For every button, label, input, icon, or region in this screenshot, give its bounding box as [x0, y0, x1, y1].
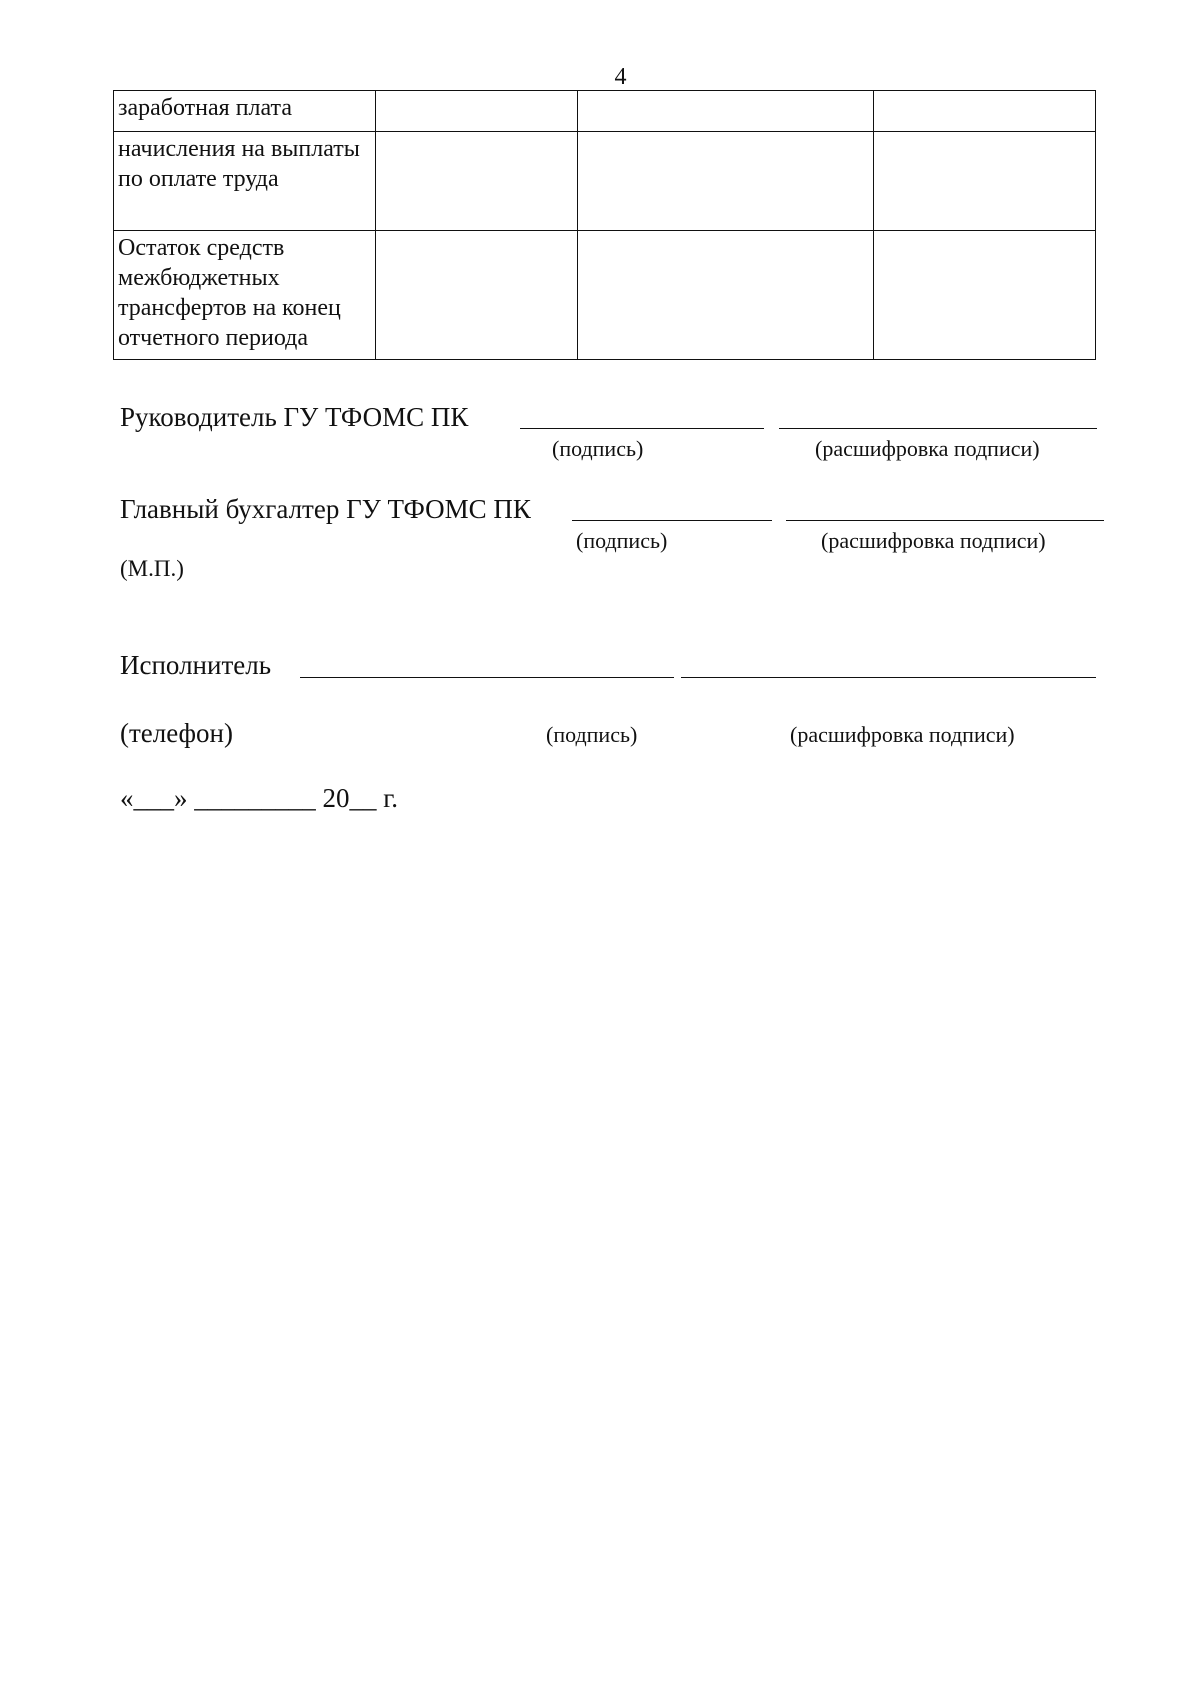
head-signature-caption: (подпись) — [552, 436, 644, 461]
table-row — [114, 91, 1096, 132]
stamp-label: (М.П.) — [120, 556, 184, 581]
table-cell — [376, 231, 578, 360]
head-label: Руководитель ГУ ТФОМС ПК — [120, 402, 469, 432]
executor-decoding-line[interactable] — [681, 677, 1096, 678]
table-row — [114, 231, 1096, 360]
date-line: «___» _________ 20__ г. — [120, 783, 399, 813]
head-signature-line[interactable] — [520, 428, 764, 429]
table-cell — [376, 91, 578, 132]
table-cell — [578, 231, 874, 360]
head-decoding-caption: (расшифровка подписи) — [815, 436, 1040, 461]
report-table — [113, 90, 1096, 360]
table-cell — [874, 91, 1096, 132]
chief-accountant-signature-line[interactable] — [572, 520, 772, 521]
table-cell — [578, 132, 874, 231]
table-cell — [874, 231, 1096, 360]
executor-phone-caption: (телефон) — [120, 718, 233, 748]
chief-accountant-signature-caption: (подпись) — [576, 528, 668, 553]
chief-accountant-decoding-caption: (расшифровка подписи) — [821, 528, 1046, 553]
executor-label: Исполнитель — [120, 650, 272, 680]
table-cell — [578, 91, 874, 132]
executor-decoding-caption: (расшифровка подписи) — [790, 722, 1015, 747]
head-decoding-line[interactable] — [779, 428, 1097, 429]
chief-accountant-decoding-line[interactable] — [786, 520, 1104, 521]
table-cell — [874, 132, 1096, 231]
page-number: 4 — [614, 64, 627, 90]
table-row — [114, 132, 1096, 231]
executor-signature-caption: (подпись) — [546, 722, 638, 747]
executor-phone-signature-line[interactable] — [300, 677, 674, 678]
row-label: Остаток средств межбюджетных трансфертов на конец отчетного периода — [114, 231, 376, 360]
chief-accountant-label: Главный бухгалтер ГУ ТФОМС ПК — [120, 494, 531, 524]
row-label: заработная плата — [114, 91, 376, 132]
table-cell — [376, 132, 578, 231]
row-label: начисления на выплаты по оплате труда — [114, 132, 376, 231]
